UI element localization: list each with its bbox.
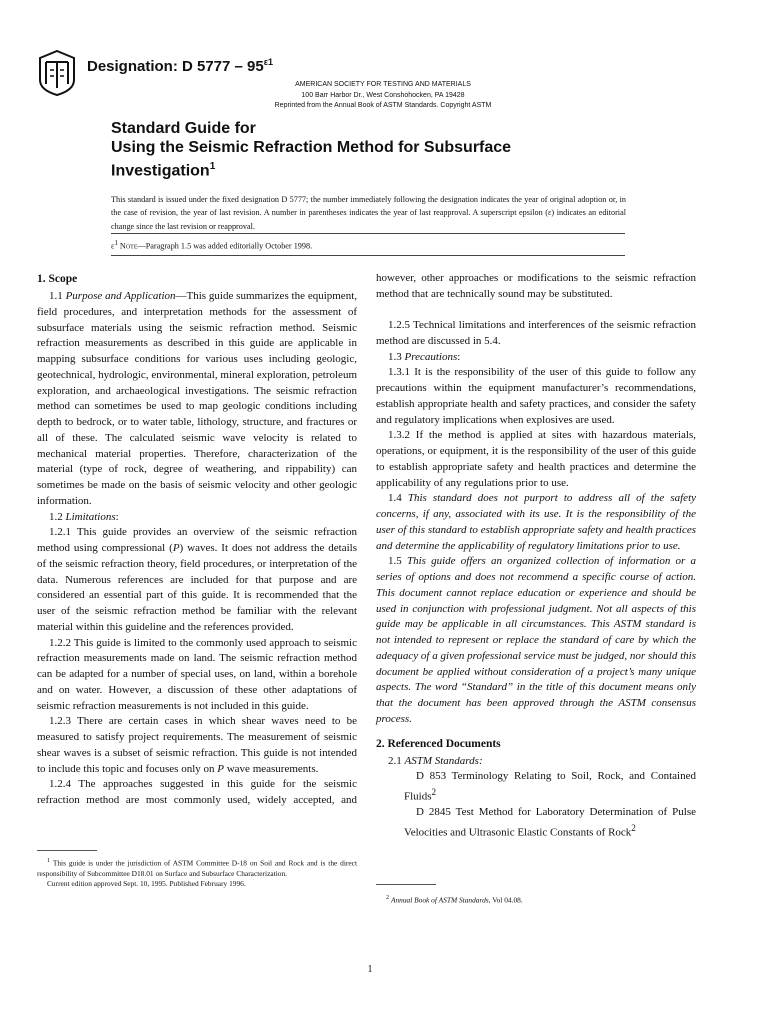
divider [111,233,625,234]
org-copyright: Reprinted from the Annual Book of ASTM Standards. Copyright ASTM [274,102,492,109]
designation: Designation: D $5777 - 95^{\varepsilon 1}$ [87,57,274,75]
paragraph-1-5: 1.5 This guide offers an organized collection of information or a series of options and does not recommend a specific course of action. This document cannot replace education or experience and should be used in conjunction with professional judgment. Not all aspects of this guide may be applicable in all circumstances. This ASTM standard is not intended to represent or replace the standard of care by which the adequacy of a given professional service must be judged, nor should this document be applied without consideration of a project’s many unique aspects. The word “Standard” in the title of this document means only that the document has been approved through the ASTM consensus process. [376,555,697,725]
footnote-rule-left [37,850,97,851]
footnote-rule-right [376,884,436,885]
title-line-2: Using the Seismic Refraction Method for Subsurface [111,139,512,156]
paragraph-1-3-1: 1.3.1 It is the responsibility of the user of this guide to follow any precautions within the equipment manufacturer’s recommendations, establish appropriate health and safety practices, and consider the safety and regulatory implications when explosives are used. [376,366,696,426]
paragraph-1-3-2: 1.3.2 If the method is applied at sites with hazardous materials, operations, or equipment, it is the responsibility of the user of this guide to establish appropriate safety and health practices and determine the applicability of any regulations prior to use. [376,429,696,489]
page-number: 1 [367,964,373,975]
title-line-1: Standard Guide for [111,120,256,137]
editorial-note: $\varepsilon^1$ Note—Paragraph 1.5 was added editorially October 1998. [111,240,313,251]
paragraph-2-1: 2.1 ASTM Standards: [388,754,483,767]
paragraph-1-4: 1.4 This standard does not purport to address all of the safety concerns, if any, associated with its use. It is the responsibility of the user of this standard to establish appropriate safety and health practices and determine the applicability of regulatory limitations prior to use. [376,492,697,552]
organization-block [240,80,526,112]
paragraph-1-2-3: 1.2.3 There are certain cases in which shear waves need to be measured to satisfy project requirements. The measurement of seismic shear waves is a subset of seismic refraction. This guide is not intended to include this topic and focuses only on P wave measurements. [37,715,357,775]
divider [111,255,625,256]
footnote-current-edition: Current edition approved Sept. 10, 1995. Published February 1996. [47,879,246,889]
paragraph-1-2-1: 1.2.1 This guide provides an overview of the seismic refraction method using compressional (P) waves. It does not address the details of the seismic refraction theory, field procedures, or interpretation of the data. Numerous references are included for that purpose and are considered an essential part of this guide. It is recommended that the user of the seismic refraction method be familiar with the relevant material within this guideline and the references provided. [37,526,357,633]
paragraph-1-1: 1.1 Purpose and Application—This guide summarizes the equipment, field procedures, and interpretation methods for the assessment of subsurface materials using the seismic refraction method. Seismic refraction measurements as described in this guide are applicable in mapping subsurface conditions for various uses including geologic, geotechnical, hydrologic, environmental, mineral exploration, petroleum exploration, and archaeological investigations. The seismic refraction method can sometimes be used to map geologic conditions including depth to bedrock, or to water table, lithology, structure, and fractures or all of these. The calculated seismic wave velocity is related to mechanical material properties. Therefore, characterization of the material (type of rock, degree of weathering, and rippability) can sometimes be made on the basis of seismic velocity and other geologic information. [37,290,357,507]
section-heading-referenced-documents: 2. Referenced Documents [376,737,501,750]
designation-epsilon: ε1 [263,57,274,67]
right-column [376,271,696,842]
title-footnote-ref: 1 [209,161,216,172]
paragraph-1-3: 1.3 Precautions: [388,350,461,363]
issuance-statement: This standard is issued under the fixed designation D 5777; the number immediately following the designation indicates the year of original adoption or, in the case of revision, the year of last revision. A number in parentheses indicates the year of last reapproval. A superscript epsilon (ε) indicates an editorial change since the last revision or reapproval. [111,195,626,231]
section-heading-scope: 1. Scope [37,273,78,285]
astm-logo [38,50,76,96]
footnote-2: $^2$ Annual Book of ASTM Standards, Vol 04.08. [386,895,523,905]
paragraph-1-2-2: 1.2.2 This guide is limited to the commonly used approach to seismic refraction measurements made on land. The seismic refraction method can be adapted for a number of special uses, on land, within a borehole and on water. However, a discussion of these other adaptations of seismic refraction measurements is not included in this guide. [37,636,357,712]
left-column [37,271,357,809]
footnote-1: $^1$ This guide is under the jurisdiction of ASTM Committee D-18 on Soil and Rock and is the direct responsibility of Subcommittee D18.01 on Surface and Subsurface Characterization. Current edition approved Sept. 10, 1995. Published February 1996. [37,858,358,889]
org-address: 100 Barr Harbor Dr., West Conshohocken, PA 19428 [301,91,465,99]
paragraph-1-2: 1.2 Limitations: [49,510,119,523]
reference-d2845: D 2845 Test Method for Laboratory Determination of Pulse Velocities and Ultrasonic Elastic Constants of Rock$^2$ [404,806,696,839]
paragraph-1-2-4-continued: however, other approaches or modifications to the seismic refraction method that are technically sound may be substituted. [376,272,696,300]
paragraph-1-2-4: 1.2.4 The approaches suggested in this guide for the seismic refraction method are most commonly used, widely accepted, and [37,778,357,806]
reference-d853: D 853 Terminology Relating to Soil, Rock, and Contained Fluids$^2$ [404,770,696,803]
title-line-3: Investigation$^1$ [111,161,216,180]
paragraph-1-2-5: 1.2.5 Technical limitations and interferences of the seismic refraction method are discussed in 5.4. [376,319,696,347]
document-title [111,119,631,180]
org-name: AMERICAN SOCIETY FOR TESTING AND MATERIALS [295,81,471,88]
